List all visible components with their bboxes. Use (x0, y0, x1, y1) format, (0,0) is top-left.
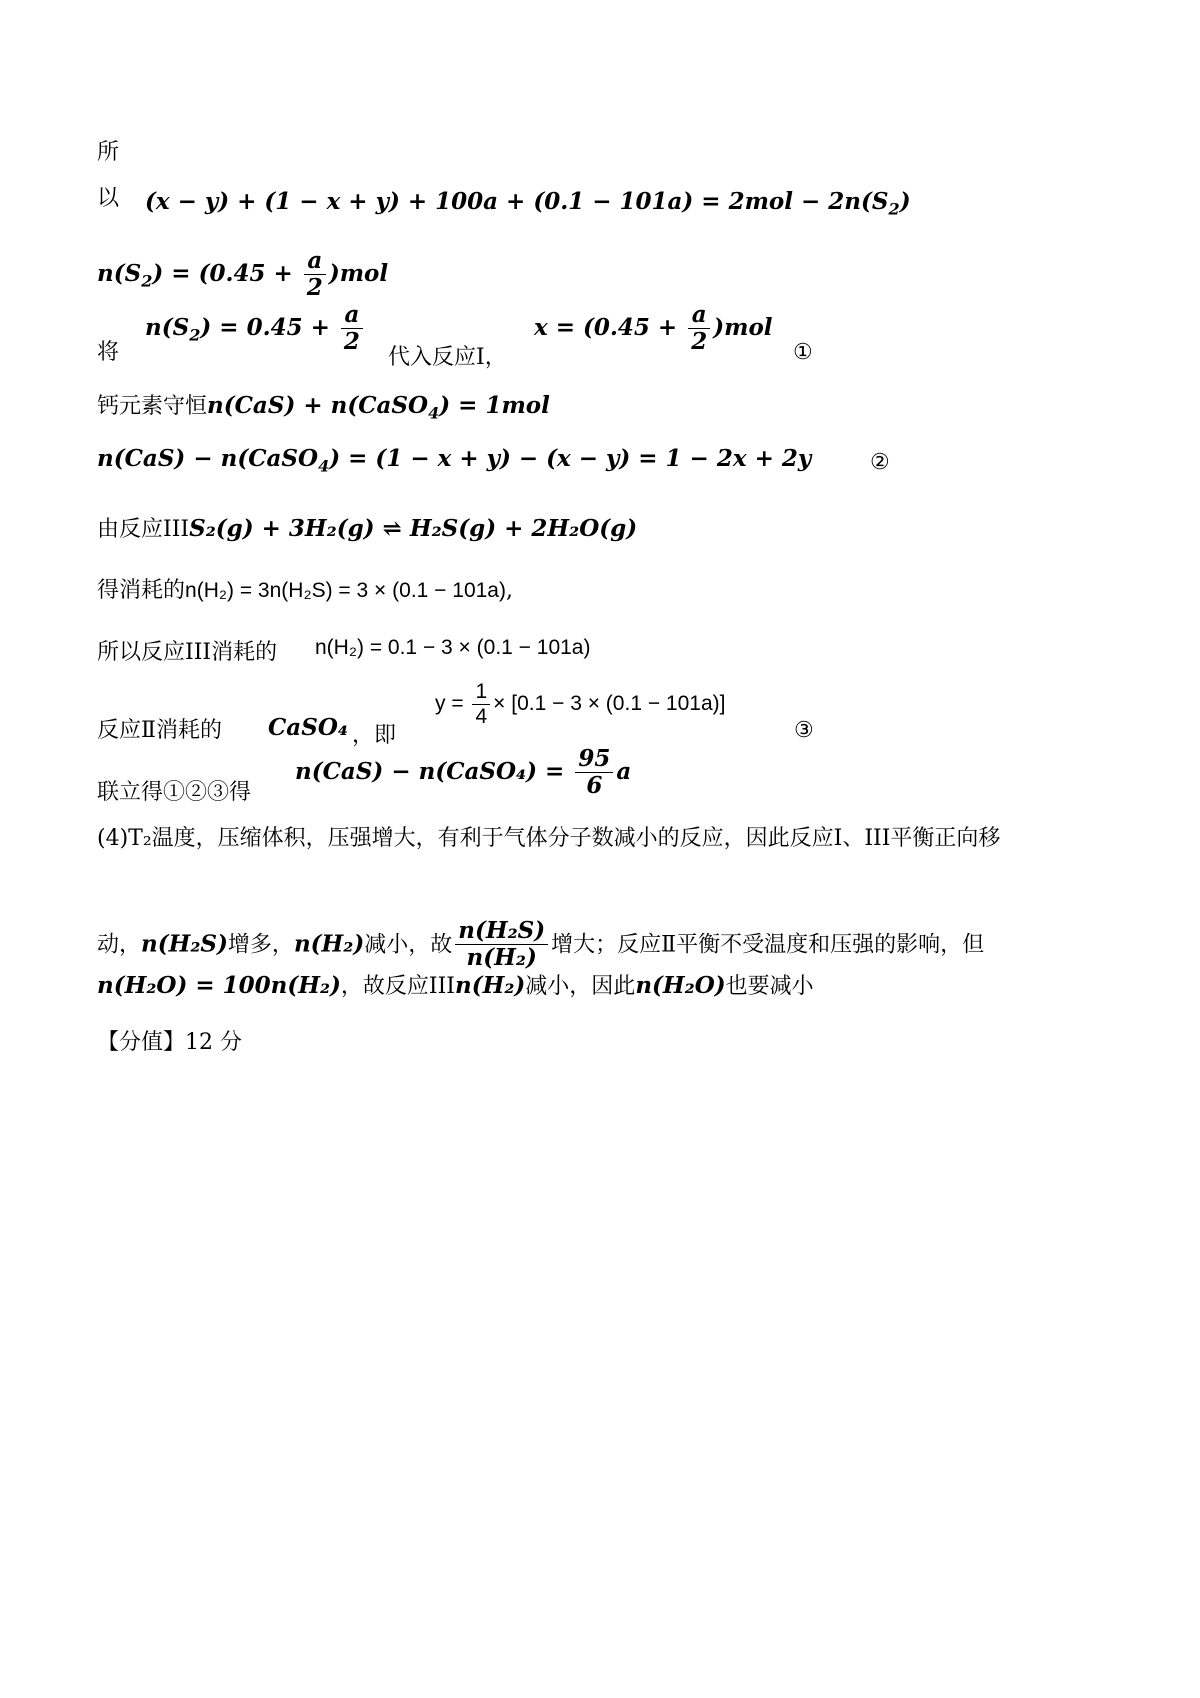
fraction-denominator: 6 (586, 772, 603, 800)
eq-part-sub: 2 (189, 325, 201, 345)
circled-number-3-text: ③ (794, 718, 814, 743)
equation-calcium (207, 392, 550, 423)
text-score: 【分值】12 分 (97, 1030, 242, 1055)
text-line-1 (97, 140, 119, 166)
equation-n-s2-c: )mol (328, 259, 389, 287)
fraction-denominator: 2 (306, 274, 323, 302)
equation-n-s2-substitute (145, 302, 366, 356)
equation-h2o-ratio: n(H₂O) = 100n(H₂) (97, 972, 341, 999)
eq-final-a: n(CaS) − n(CaSO₄) = (295, 757, 565, 785)
circled-number-2-text: ② (870, 450, 890, 475)
text-jiang: 将 (97, 340, 120, 365)
equation-h2-reaction-3 (315, 636, 590, 660)
text-decrease: 减小，故 (364, 932, 453, 958)
eq-ca-a: n(CaS) + n(CaSO (207, 392, 429, 419)
fraction-a-over-2-b (341, 302, 363, 356)
text-line-2 (97, 186, 119, 212)
text-line-15 (97, 1030, 242, 1056)
text-line-6 (97, 445, 811, 476)
fraction-denominator: n(H₂) (466, 944, 537, 972)
equation-y-value (435, 680, 725, 729)
formula-n-h2-b: n(H₂) (455, 972, 526, 999)
fraction-a-over-2 (304, 248, 326, 302)
formula-n-h2: n(H₂) (293, 930, 365, 958)
eq-diff-end: ) = (1 − x + y) − (x − y) = 1 − 2x + 2y (329, 445, 812, 472)
text-reaction-3-consumed: 所以反应III消耗的 (97, 640, 278, 665)
equation-reaction-3: S₂(g) + 3H₂(g) ⇌ H₂S(g) + 2H₂O(g) (189, 515, 638, 542)
equation-total-moles-sub: 2 (888, 199, 900, 219)
fraction-denominator: 2 (343, 328, 360, 356)
formula-caso4-text: CaSO₄ (268, 714, 348, 741)
circled-number-3 (794, 718, 814, 743)
text-comma: , (505, 578, 513, 603)
equation-total-moles-end: ) (899, 188, 911, 215)
equation-n-s2-sub: 2 (141, 271, 153, 291)
fraction-numerator: n(H₂S) (455, 918, 548, 945)
text-move: 动， (97, 932, 142, 958)
equation-n-s2-b: ) = (0.45 + (152, 259, 293, 287)
equation-h2-reaction-3-text: n(H₂) = 0.1 − 3 × (0.1 − 101a) (315, 636, 591, 659)
text-line-4 (97, 340, 119, 366)
text-combine: 联立得①②③得 (97, 780, 252, 805)
equation-total-moles (145, 188, 911, 219)
text-line-11 (97, 780, 251, 806)
text-decrease-b: 减小，因此 (525, 974, 636, 999)
fraction-1-over-4 (472, 680, 490, 729)
text-consumed: 得消耗的 (97, 578, 186, 603)
formula-caso4 (268, 714, 348, 741)
text-line-12 (97, 826, 1000, 852)
fraction-h2s-over-h2 (455, 918, 548, 972)
eq-x-a: x = (0.45 + (534, 313, 678, 341)
fraction-95-over-6 (575, 746, 613, 800)
equation-h2-consumed: n(H₂) = 3n(H₂S) = 3 × (0.1 − 101a) (185, 579, 506, 602)
text-line-9 (97, 640, 277, 666)
text-namely-label: ，即 (352, 723, 397, 748)
fraction-numerator: 1 (472, 680, 490, 705)
eq-y-a: y = (435, 692, 464, 716)
fraction-numerator: a (688, 302, 710, 329)
text-suo: 所 (97, 140, 120, 165)
text-decrease-c: 也要减小 (725, 974, 814, 999)
text-line-8 (97, 578, 513, 604)
text-namely (352, 718, 396, 749)
fraction-denominator: 4 (475, 705, 488, 729)
eq-ca-end: ) = 1mol (439, 392, 550, 419)
text-line-10 (97, 718, 222, 744)
fraction-numerator: a (304, 248, 326, 275)
text-substitute-label: 代入反应Ⅰ， (388, 345, 507, 370)
circled-number-2 (870, 450, 890, 475)
eq-x-b: )mol (713, 313, 773, 341)
text-reaction-2-consumed: 反应Ⅱ消耗的 (97, 718, 222, 743)
eq-diff-sub: 4 (318, 456, 330, 476)
text-reaction-2-note: 增大；反应Ⅱ平衡不受温度和压强的影响，但 (551, 932, 985, 958)
equation-final-result (295, 746, 631, 800)
fraction-denominator: 2 (691, 328, 708, 356)
eq-y-b: × [0.1 − 3 × (0.1 − 101a)] (493, 692, 726, 716)
equation-n-s2-a: n(S (97, 259, 142, 287)
text-line-7 (97, 515, 637, 543)
equation-n-s2 (97, 248, 388, 302)
text-part-4: (4)T₂温度，压缩体积，压强增大，有利于气体分子数减小的反应，因此反应Ⅰ、III平衡正向移 (97, 826, 1001, 851)
text-substitute-reaction-1 (388, 340, 507, 371)
fraction-a-over-2-c (688, 302, 710, 356)
eq-diff-a: n(CaS) − n(CaSO (97, 445, 319, 472)
text-calcium-conservation: 钙元素守恒 (97, 394, 208, 419)
fraction-numerator: a (341, 302, 363, 329)
fraction-numerator: 95 (575, 746, 613, 773)
formula-n-h2o: n(H₂O) (635, 972, 726, 999)
equation-cas-difference (97, 445, 812, 476)
formula-n-h2s: n(H₂S) (141, 930, 228, 958)
eq-part-a: n(S (145, 313, 190, 341)
text-reaction-3: ，故反应III (340, 974, 455, 999)
text-increase: 增多， (227, 932, 294, 958)
text-line-5 (97, 392, 550, 423)
text-by-reaction-3: 由反应III (97, 517, 190, 542)
text-line-13 (97, 918, 984, 972)
circled-number-1-text: ① (793, 340, 813, 365)
eq-final-end: a (616, 757, 632, 785)
text-yi: 以 (97, 186, 120, 211)
eq-ca-sub: 4 (428, 403, 440, 423)
equation-total-moles-body: (x − y) + (1 − x + y) + 100a + (0.1 − 101a) = 2mol − 2n(S (145, 188, 889, 215)
eq-part-b: ) = 0.45 + (200, 313, 330, 341)
text-line-14 (97, 972, 814, 1000)
equation-x-value (534, 302, 773, 356)
circled-number-1 (793, 340, 813, 365)
